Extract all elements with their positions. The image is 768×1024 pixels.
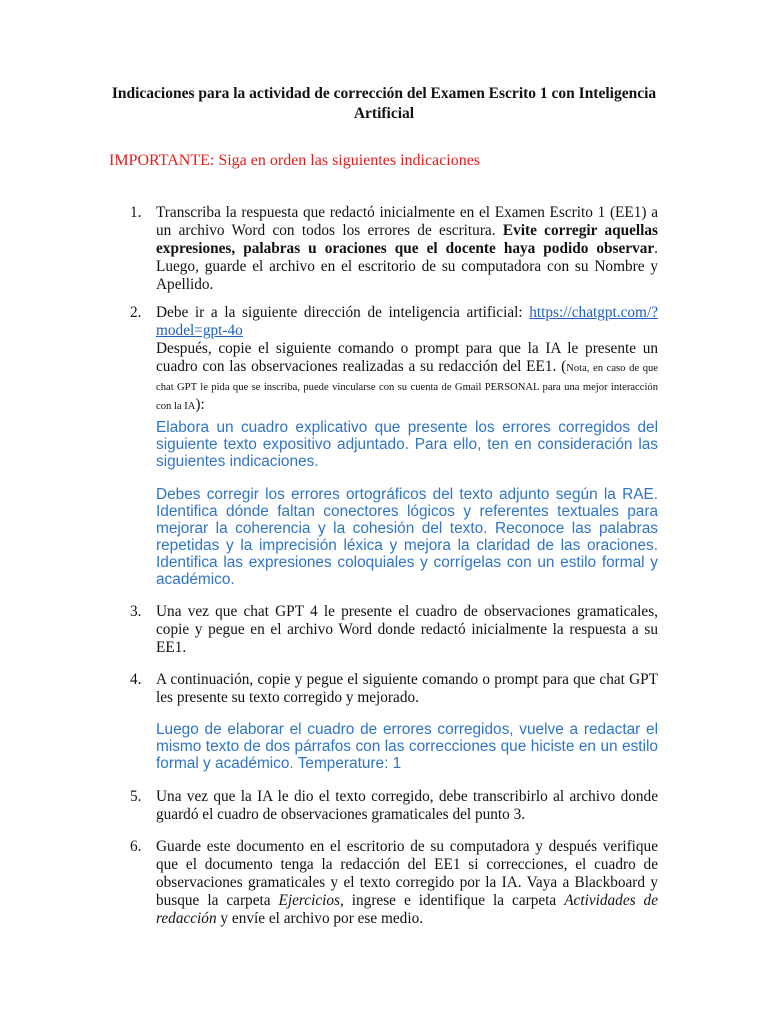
item-text-part: y envíe el archivo por ese medio. bbox=[216, 910, 424, 927]
item-text: Una vez que chat GPT 4 le presente el cuadro de observaciones gramaticales, copie y pegue en el archivo Word donde redactó inicialmente la respuesta a su EE1. bbox=[156, 603, 658, 656]
item-text-part: Debe ir a la siguiente dirección de inteligencia artificial: bbox=[156, 304, 530, 321]
item-text bbox=[156, 304, 658, 415]
item-number: 1. bbox=[130, 204, 142, 221]
important-notice bbox=[109, 151, 480, 171]
list-item-3 bbox=[109, 603, 658, 659]
item-text-part: , ingrese e identifique la carpeta bbox=[339, 892, 565, 909]
item-text: A continuación, copie y pegue el siguiente comando o prompt para que chat GPT les presente su texto corregido y mejorado. bbox=[156, 671, 658, 706]
item-number: 3. bbox=[130, 603, 142, 620]
prompt-block-2: Debes corregir los errores ortográficos del texto adjunto según la RAE. Identifica dónde faltan conectores lógicos y referentes textuales para mejorar la coherencia y la cohesión del texto. Reconoce las palabras repetidas y la imprecisión léxica y mejora la claridad de las oraciones. Identifica las expresiones coloquiales y corrígelas con un estilo formal y académico. bbox=[156, 486, 658, 588]
item-text: Una vez que la IA le dio el texto corregido, debe transcribirlo al archivo donde guardó el cuadro de observaciones gramaticales del punto 3. bbox=[156, 788, 658, 823]
item-text-part: . Luego, guarde el archivo en el escritorio de su computadora con su Nombre y Apellido. bbox=[156, 240, 658, 293]
item-text-part: Después, copie el siguiente comando o prompt para que la IA le presente un cuadro con las observaciones realizadas a su redacción del EE1. ( bbox=[156, 340, 658, 375]
item-text-part: ): bbox=[195, 396, 205, 413]
list-item-6 bbox=[109, 838, 658, 930]
item-text-part: Guarde este documento en el escritorio de su computadora y después verifique que el documento tenga la redacción del EE1 si correcciones, el cuadro de observaciones gramaticales y el texto corregido por la IA. Vaya a Blackboard y busque la carpeta bbox=[156, 838, 658, 909]
item-text-bold: Evite corregir aquellas expresiones, palabras u oraciones que el docente haya podido observar bbox=[156, 222, 658, 257]
ai-link[interactable]: https://chatgpt.com/?model=gpt-4o bbox=[156, 304, 658, 339]
item-text-part: Transcriba la respuesta que redactó inicialmente en el Examen Escrito 1 (EE1) a un archivo Word con todos los errores de escritura. bbox=[156, 204, 658, 239]
item-number: 2. bbox=[130, 304, 142, 321]
item-text-italic: Ejercicios bbox=[278, 892, 340, 909]
important-text: : Siga en orden las siguientes indicaciones bbox=[209, 152, 481, 169]
item-number: 5. bbox=[130, 788, 142, 805]
prompt-block-1: Elabora un cuadro explicativo que presente los errores corregidos del siguiente texto expositivo adjuntado. Para ello, ten en consideración las siguientes indicaciones. bbox=[156, 419, 658, 470]
item-number: 6. bbox=[130, 838, 142, 855]
item-text bbox=[156, 204, 658, 294]
document-title: Indicaciones para la actividad de corrección del Examen Escrito 1 con Inteligencia Artificial bbox=[111, 85, 657, 122]
list-item-1 bbox=[109, 204, 658, 293]
prompt-block-3: Luego de elaborar el cuadro de errores corregidos, vuelve a redactar el mismo texto de dos párrafos con las correcciones que hiciste en un estilo formal y académico. Temperature: 1 bbox=[156, 721, 658, 772]
item-note: Nota, en caso de que chat GPT le pida que se inscriba, puede vincularse con su cuenta de Gmail PERSONAL para una mejor interacción con la IA bbox=[156, 363, 659, 412]
list-item-2 bbox=[109, 304, 659, 413]
item-number: 4. bbox=[130, 671, 142, 688]
item-text-italic: Actividades de redacción bbox=[156, 892, 658, 927]
list-item-4 bbox=[109, 671, 658, 709]
item-text bbox=[156, 838, 658, 928]
list-item-5 bbox=[109, 788, 658, 826]
important-label: IMPORTANTE bbox=[109, 152, 210, 169]
